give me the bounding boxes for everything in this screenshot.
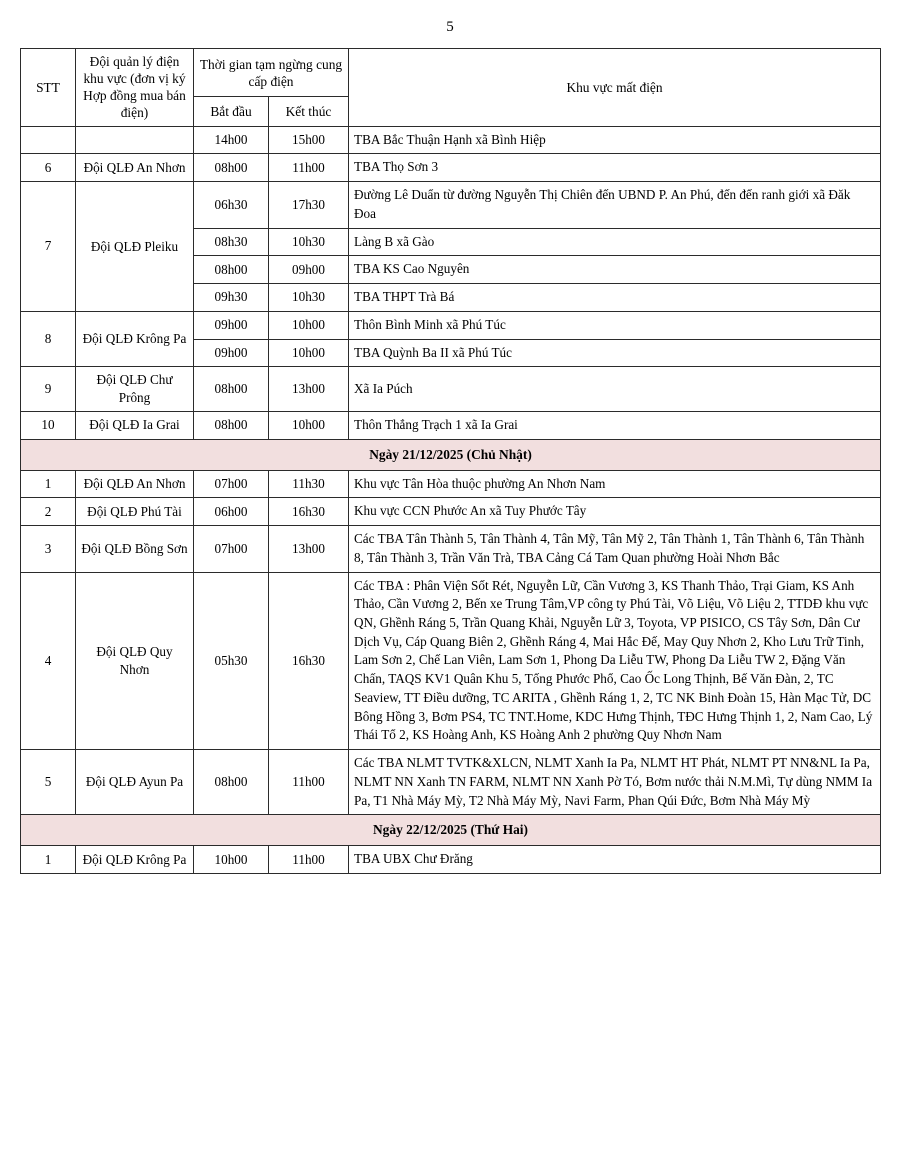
cell-team: Đội QLĐ Phú Tài <box>76 498 194 526</box>
cell-team: Đội QLĐ Chư Prông <box>76 367 194 412</box>
table-header <box>21 49 881 127</box>
cell-team: Đội QLĐ Pleiku <box>76 182 194 312</box>
cell-start-time: 10h00 <box>194 846 269 874</box>
cell-stt: 6 <box>21 154 76 182</box>
cell-start-time: 08h00 <box>194 750 269 815</box>
cell-stt: 2 <box>21 498 76 526</box>
cell-area: Thôn Bình Minh xã Phú Túc <box>349 311 881 339</box>
cell-start-time: 06h00 <box>194 498 269 526</box>
table-row <box>21 526 881 572</box>
cell-area: TBA Thọ Sơn 3 <box>349 154 881 182</box>
cell-end-time: 17h30 <box>269 182 349 228</box>
cell-start-time: 07h00 <box>194 526 269 572</box>
cell-end-time: 10h30 <box>269 284 349 312</box>
table-body <box>21 126 881 873</box>
cell-stt: 1 <box>21 470 76 498</box>
cell-team: Đội QLĐ Ayun Pa <box>76 750 194 815</box>
cell-area: Đường Lê Duẩn từ đường Nguyễn Thị Chiên đến UBND P. An Phú, đến đến ranh giới xã Đăk Đoa <box>349 182 881 228</box>
cell-stt: 9 <box>21 367 76 412</box>
table-row <box>21 126 881 154</box>
outage-schedule-table <box>20 48 881 874</box>
cell-start-time: 09h00 <box>194 311 269 339</box>
header-team: Đội quản lý điện khu vực (đơn vị ký Hợp đồng mua bán điện) <box>76 49 194 127</box>
cell-end-time: 11h00 <box>269 154 349 182</box>
cell-start-time: 08h00 <box>194 256 269 284</box>
cell-start-time: 09h30 <box>194 284 269 312</box>
cell-end-time: 11h30 <box>269 470 349 498</box>
cell-end-time: 11h00 <box>269 846 349 874</box>
cell-end-time: 16h30 <box>269 572 349 750</box>
cell-end-time: 10h00 <box>269 311 349 339</box>
header-end: Kết thúc <box>269 97 349 126</box>
header-area: Khu vực mất điện <box>349 49 881 127</box>
cell-start-time: 07h00 <box>194 470 269 498</box>
cell-area: TBA Bắc Thuận Hạnh xã Bình Hiệp <box>349 126 881 154</box>
cell-area: Khu vực Tân Hòa thuộc phường An Nhơn Nam <box>349 470 881 498</box>
cell-stt: 10 <box>21 411 76 439</box>
header-time-group: Thời gian tạm ngừng cung cấp điện <box>194 49 349 97</box>
table-row <box>21 367 881 412</box>
cell-stt: 3 <box>21 526 76 572</box>
cell-team: Đội QLĐ Ia Grai <box>76 411 194 439</box>
table-row <box>21 470 881 498</box>
cell-start-time: 08h00 <box>194 154 269 182</box>
cell-end-time: 10h00 <box>269 411 349 439</box>
header-start: Bắt đầu <box>194 97 269 126</box>
cell-team: Đội QLĐ An Nhơn <box>76 470 194 498</box>
table-row <box>21 846 881 874</box>
cell-area: TBA UBX Chư Đrăng <box>349 846 881 874</box>
table-row <box>21 154 881 182</box>
header-row-primary <box>21 49 881 97</box>
cell-area: Xã Ia Púch <box>349 367 881 412</box>
cell-stt: 7 <box>21 182 76 312</box>
date-separator-row <box>21 439 881 470</box>
cell-team <box>76 126 194 154</box>
table-row <box>21 182 881 228</box>
cell-end-time: 13h00 <box>269 526 349 572</box>
date-separator-row <box>21 815 881 846</box>
cell-end-time: 09h00 <box>269 256 349 284</box>
cell-stt: 4 <box>21 572 76 750</box>
cell-team: Đội QLĐ An Nhơn <box>76 154 194 182</box>
cell-stt: 1 <box>21 846 76 874</box>
cell-end-time: 10h30 <box>269 228 349 256</box>
cell-area: Các TBA NLMT TVTK&XLCN, NLMT Xanh Ia Pa, NLMT HT Phát, NLMT PT NN&NL Ia Pa, NLMT NN Xanh TN FARM, NLMT NN Xanh Pờ Tó, Bơm nước thải N.M.Mì, Tự dùng NMM Ia Pa, T1 Nhà Máy Mỳ, T2 Nhà Máy Mỳ, Navi Farm, Phan Qúi Đức, Bơm Nhà Máy Mỳ <box>349 750 881 815</box>
header-stt: STT <box>21 49 76 127</box>
cell-stt: 8 <box>21 311 76 366</box>
cell-end-time: 11h00 <box>269 750 349 815</box>
table-row <box>21 572 881 750</box>
cell-end-time: 15h00 <box>269 126 349 154</box>
cell-team: Đội QLĐ Krông Pa <box>76 846 194 874</box>
cell-team: Đội QLĐ Krông Pa <box>76 311 194 366</box>
cell-end-time: 13h00 <box>269 367 349 412</box>
cell-start-time: 08h30 <box>194 228 269 256</box>
cell-stt <box>21 126 76 154</box>
date-separator-label: Ngày 22/12/2025 (Thứ Hai) <box>21 815 881 846</box>
cell-start-time: 08h00 <box>194 411 269 439</box>
cell-area: Khu vực CCN Phước An xã Tuy Phước Tây <box>349 498 881 526</box>
cell-start-time: 08h00 <box>194 367 269 412</box>
cell-area: Các TBA Tân Thành 5, Tân Thành 4, Tân Mỹ, Tân Mỹ 2, Tân Thành 1, Tân Thành 6, Tân Thành 8, Tân Thành 3, Trần Văn Trà, TBA Cảng Cá Tam Quan phường Hoài Nhơn Bắc <box>349 526 881 572</box>
cell-area: TBA KS Cao Nguyên <box>349 256 881 284</box>
cell-end-time: 16h30 <box>269 498 349 526</box>
cell-team: Đội QLĐ Bồng Sơn <box>76 526 194 572</box>
cell-end-time: 10h00 <box>269 339 349 367</box>
cell-area: TBA Quỳnh Ba II xã Phú Túc <box>349 339 881 367</box>
cell-area: Làng B xã Gào <box>349 228 881 256</box>
table-row <box>21 311 881 339</box>
table-row <box>21 498 881 526</box>
date-separator-label: Ngày 21/12/2025 (Chủ Nhật) <box>21 439 881 470</box>
cell-area: TBA THPT Trà Bá <box>349 284 881 312</box>
cell-start-time: 05h30 <box>194 572 269 750</box>
cell-team: Đội QLĐ Quy Nhơn <box>76 572 194 750</box>
cell-start-time: 14h00 <box>194 126 269 154</box>
cell-stt: 5 <box>21 750 76 815</box>
cell-start-time: 06h30 <box>194 182 269 228</box>
cell-area: Các TBA : Phân Viện Sốt Rét, Nguyễn Lữ, Cần Vương 3, KS Thanh Thảo, Trại Giam, KS Anh Thảo, Cần Vương 2, Bến xe Trung Tâm,VP công ty Phú Tài, Võ Liệu, Võ Liệu 2, TTDĐ khu vực QN, Ghềnh Ráng 5, Trần Quang Khải, Nguyễn Lữ 3, Toyota, VP PISICO, CS Tây Sơn, Dân Cư Dịch Vụ, Cáp Quang Biên 2, Ghềnh Ráng 4, Mai Hắc Đế, May Quy Nhơn 2, Kho Lưu Trữ Tinh, Lam Sơn 2, Chế Lan Viên, Lam Sơn 1, Phong Da Liễu TW, Phong Da Liễu TW 2, Đặng Văn Chấn, TAQS KV1 Quân Khu 5, Tống Phước Phổ, Cao Ốc Long Thịnh, Bế Văn Đàn, 2, TC Seaview, TT Điều dưỡng, TC ARITA , Ghềnh Ráng 1, 2, TC NK Binh Đoàn 15, Hàn Mạc Tử, DC Bông Hồng 3, Bơm PS4, TC TNT.Home, KDC Hưng Thịnh, TĐC Hưng Thịnh 1, 2, Nam Cao, Lý Thái Tổ 2, KS Hoàng Anh, KS Hoàng Anh 2 phường Quy Nhơn Nam <box>349 572 881 750</box>
page-number: 5 <box>446 19 454 35</box>
table-row <box>21 411 881 439</box>
table-row <box>21 750 881 815</box>
cell-start-time: 09h00 <box>194 339 269 367</box>
cell-area: Thôn Thắng Trạch 1 xã Ia Grai <box>349 411 881 439</box>
